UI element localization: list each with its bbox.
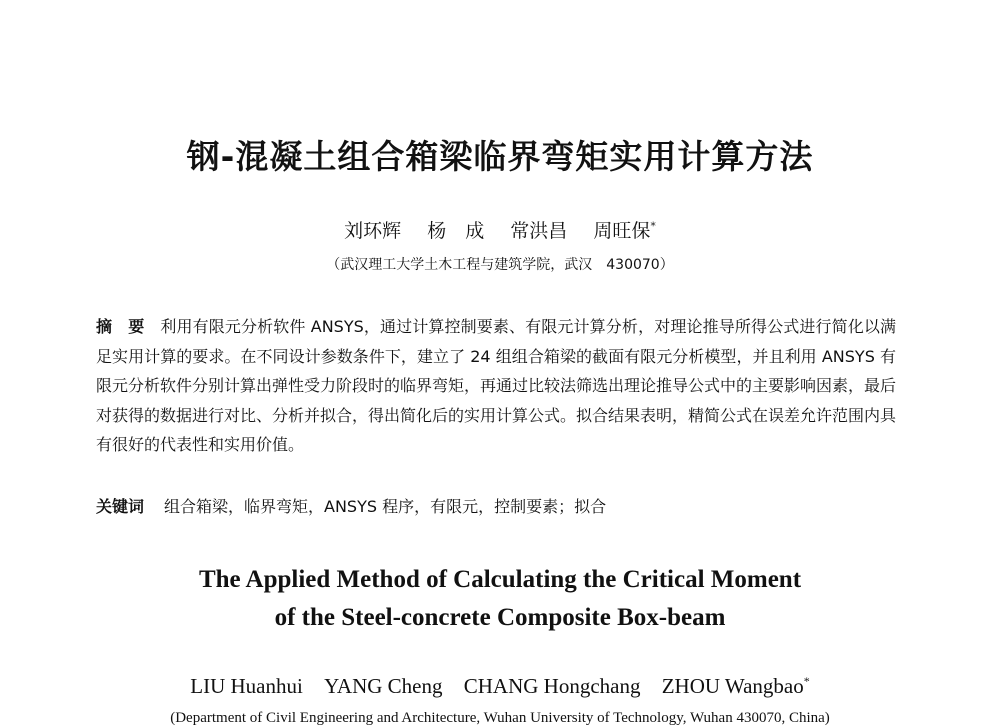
author-cn-2: 杨 成 [427,220,485,242]
author-cn-4 [593,220,656,242]
keywords-label: 关键词 [96,497,145,516]
author-en-3: CHANG Hongchang [463,674,641,698]
authors-english [0,674,1000,699]
author-en-2: YANG Cheng [324,674,443,698]
affiliation-english: (Department of Civil Engineering and Architecture, Wuhan University of Technology, Wuhan 430070, China) [170,710,830,726]
keywords-chinese [96,492,896,521]
title-english-line-2: of the Steel-concrete Composite Box-beam [274,604,726,631]
keywords-text: 组合箱梁，临界弯矩，ANSYS 程序，有限元，控制要素；拟合 [164,497,607,516]
authors-chinese [0,216,1000,243]
corresponding-mark-en: * [803,674,810,688]
author-en-4-name: ZHOU Wangbao [661,674,804,698]
author-en-1: LIU Huanhui [190,674,303,698]
abstract-label: 摘 要 [96,317,145,336]
author-en-4 [662,674,810,698]
author-cn-3: 常洪昌 [510,220,568,242]
abstract-chinese [96,312,896,460]
title-chinese: 钢-混凝土组合箱梁临界弯矩实用计算方法 [186,137,814,176]
corresponding-mark-cn: * [650,219,656,233]
author-cn-1: 刘环辉 [344,220,402,242]
abstract-text: 利用有限元分析软件 ANSYS，通过计算控制要素、有限元计算分析，对理论推导所得公式进行简化以满足实用计算的要求。在不同设计参数条件下，建立了 24 组组合箱梁的截面有限元分析模型，并且利用 ANSYS 有限元分析软件分别计算出弹性受力阶段时的临界弯矩，再通过比较法筛选出理论推导公式中的主要影响因素，最后对获得的数据进行对比、分析并拟合，得出简化后的实用计算公式。拟合结果表明，精简公式在误差允许范围内具有很好的代表性和实用价值。 [96,317,897,454]
affiliation-chinese: （武汉理工大学土木工程与建筑学院，武汉 430070） [326,257,674,273]
title-english [0,561,1000,637]
title-english-line-1: The Applied Method of Calculating the Critical Moment [198,566,802,593]
author-cn-4-name: 周旺保 [593,220,651,242]
